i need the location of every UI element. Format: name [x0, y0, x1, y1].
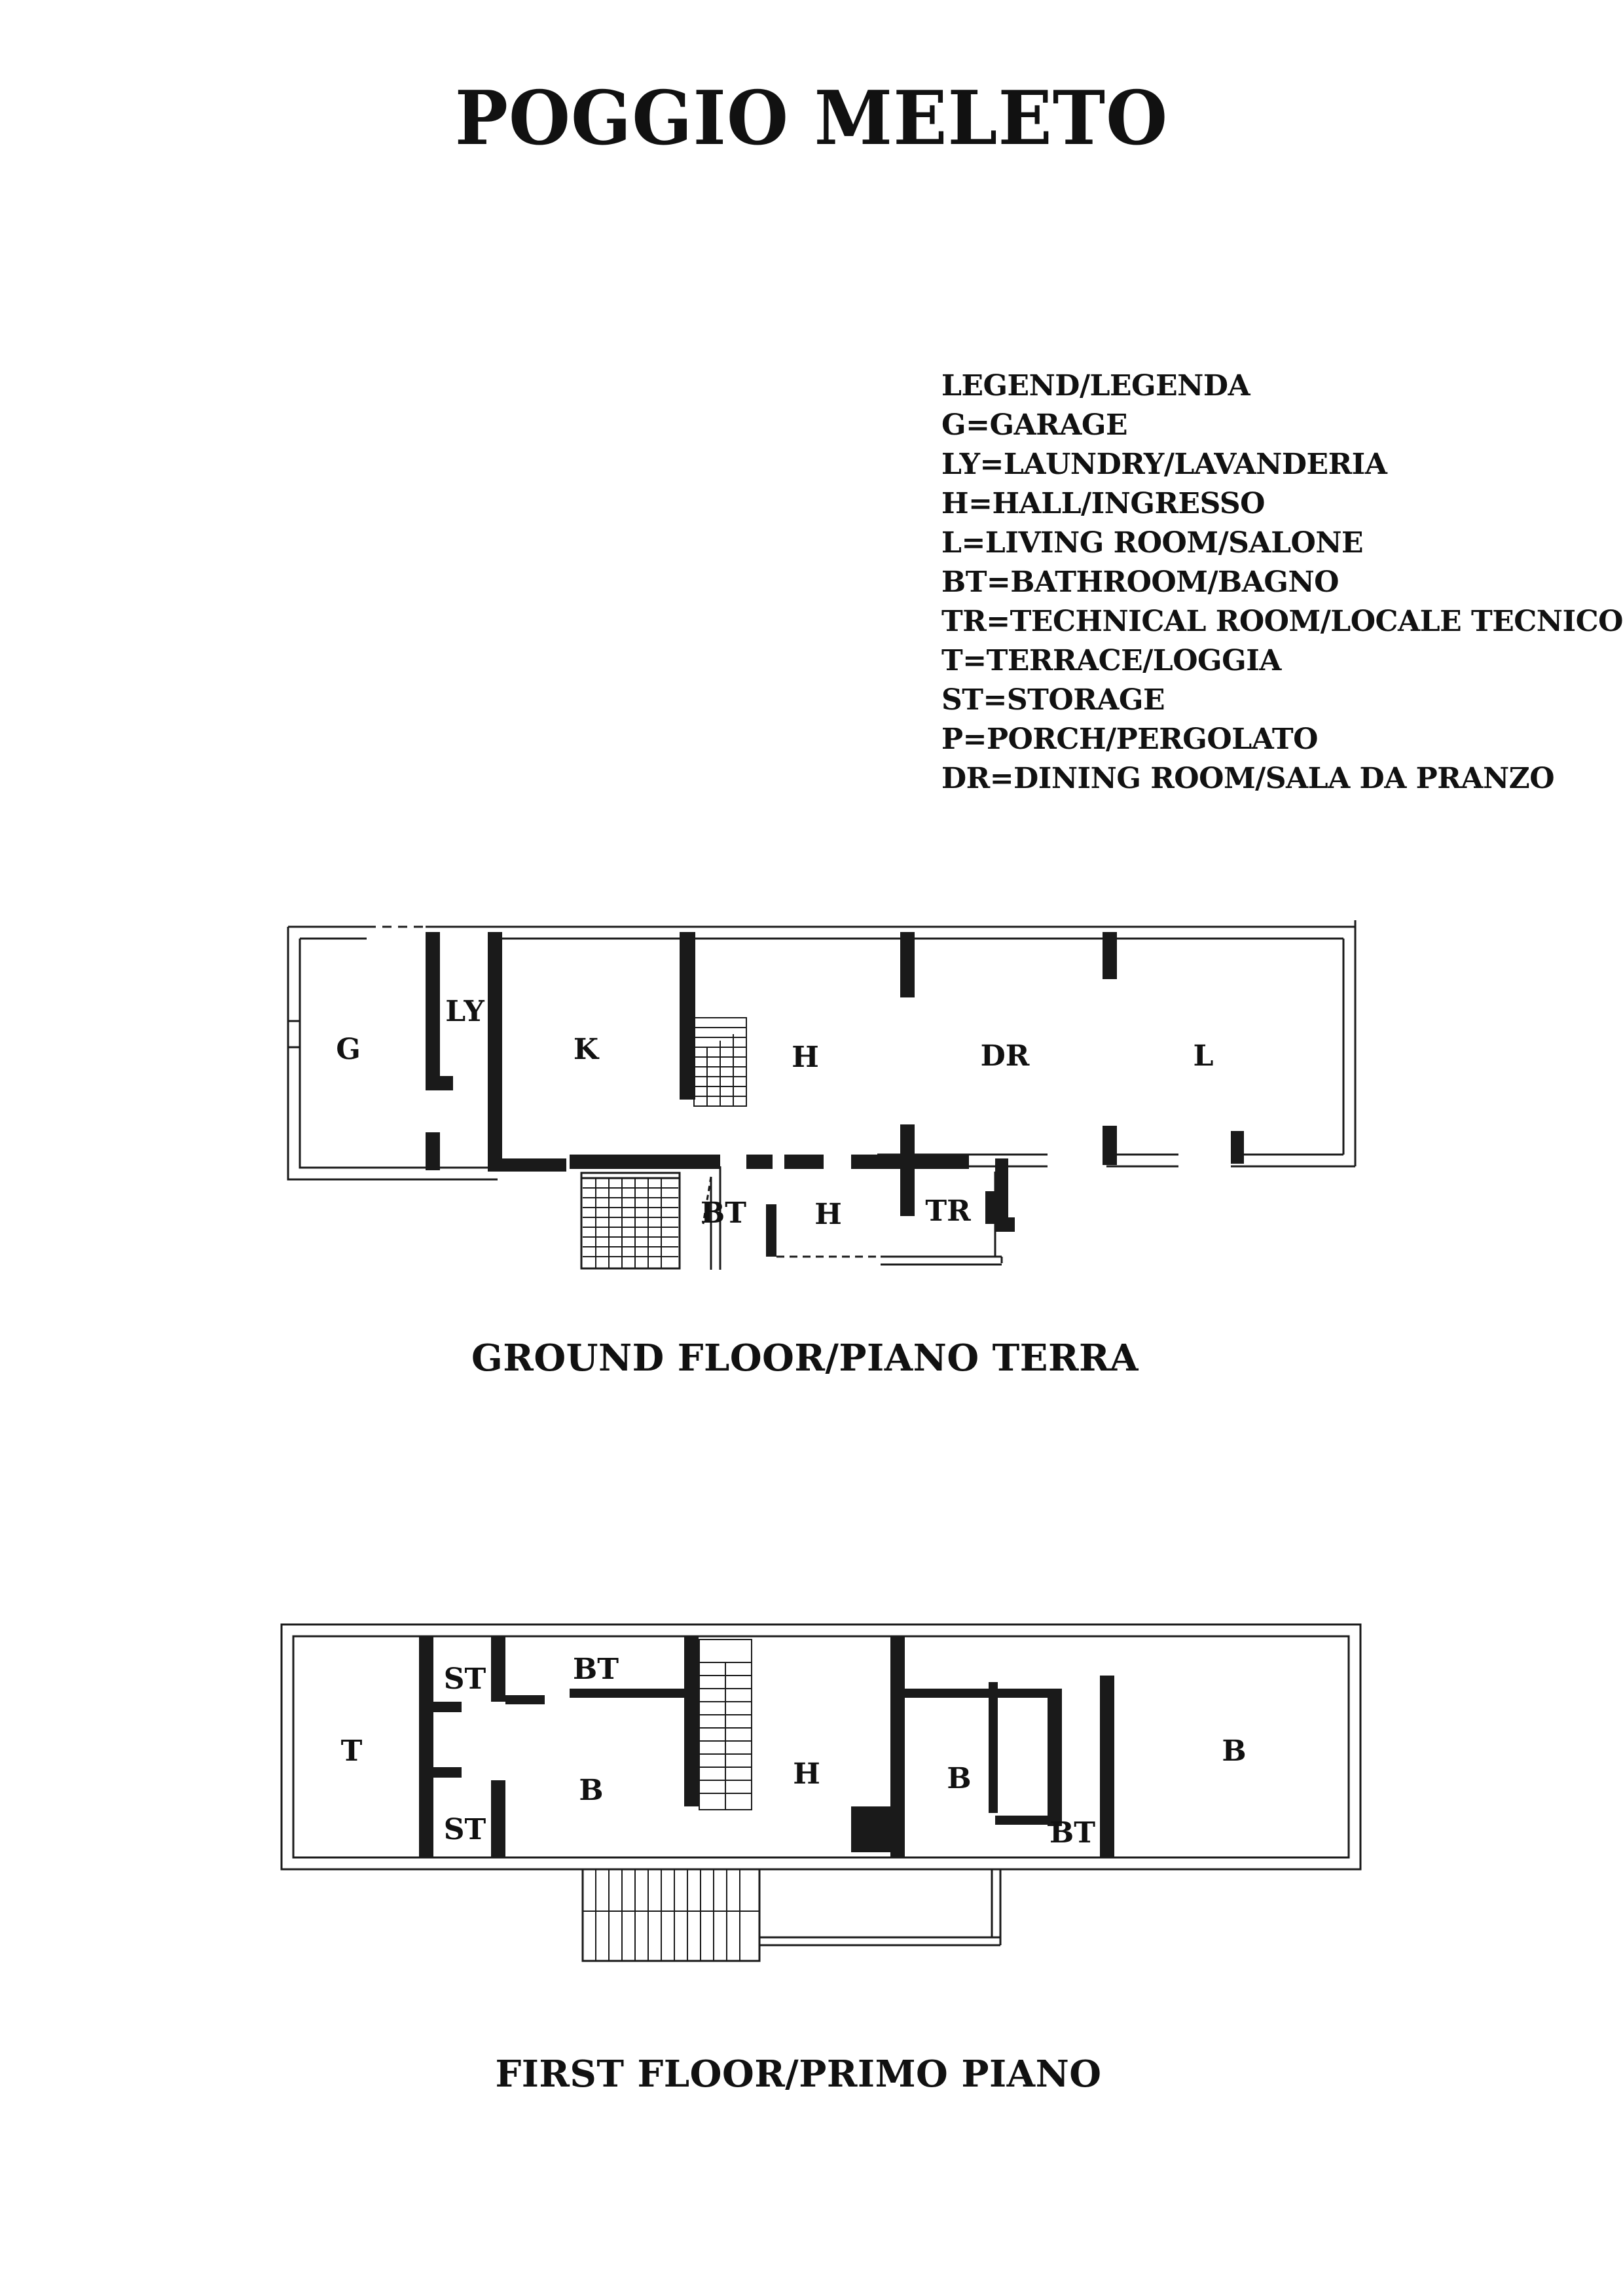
room-label-b-west: B — [579, 1774, 604, 1807]
ground-floor-caption: GROUND FLOOR/PIANO TERRA — [471, 1336, 1139, 1380]
legend-item: TR=TECHNICAL ROOM/LOCALE TECNICO — [941, 605, 1623, 638]
room-label-h: H — [792, 1041, 819, 1074]
room-label-b-east: B — [1222, 1734, 1247, 1768]
room-label-h: H — [793, 1757, 820, 1791]
legend-item: P=PORCH/PERGOLATO — [941, 723, 1318, 756]
room-label-st-upper: ST — [443, 1662, 486, 1696]
page-title: POGGIO MELETO — [454, 75, 1169, 162]
room-label-dr: DR — [980, 1039, 1030, 1073]
room-label-bt: BT — [701, 1196, 746, 1230]
legend-heading: LEGEND/LEGENDA — [941, 369, 1250, 403]
room-label-k: K — [573, 1033, 599, 1066]
room-label-ly: LY — [445, 995, 484, 1028]
legend-item: LY=LAUNDRY/LAVANDERIA — [941, 448, 1387, 481]
room-label-bt-upper: BT — [573, 1653, 619, 1686]
legend-item: H=HALL/INGRESSO — [941, 487, 1265, 520]
legend-item: G=GARAGE — [941, 408, 1127, 442]
room-label-h2: H — [814, 1198, 842, 1231]
first-floor-caption: FIRST FLOOR/PRIMO PIANO — [495, 2053, 1102, 2096]
legend-item: L=LIVING ROOM/SALONE — [941, 526, 1364, 560]
room-label-g: G — [336, 1033, 361, 1066]
legend-item: T=TERRACE/LOGGIA — [941, 644, 1281, 677]
room-label-b-center: B — [947, 1762, 972, 1795]
room-label-t: T — [340, 1734, 363, 1768]
room-label-bt-lower: BT — [1049, 1816, 1095, 1850]
legend-item: ST=STORAGE — [941, 683, 1165, 717]
room-label-l: L — [1193, 1039, 1214, 1073]
room-label-st-lower: ST — [443, 1813, 486, 1846]
legend-item: DR=DINING ROOM/SALA DA PRANZO — [941, 762, 1555, 795]
room-label-tr: TR — [925, 1194, 971, 1228]
legend-item: BT=BATHROOM/BAGNO — [941, 565, 1339, 599]
